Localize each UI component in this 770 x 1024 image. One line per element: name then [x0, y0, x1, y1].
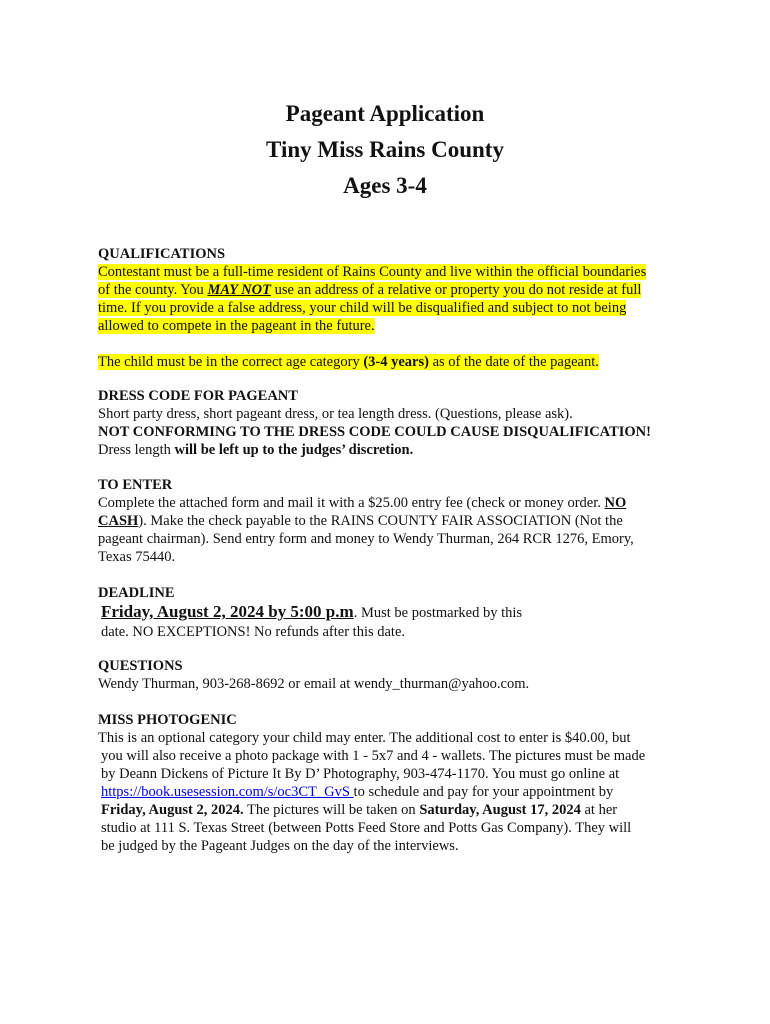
- judges-discretion: will be left up to the judges’ discretion.: [174, 442, 414, 458]
- photo-session-date: Saturday, August 17, 2024: [419, 802, 581, 818]
- deadline-date: Friday, August 2, 2024 by 5:00 p.m: [101, 602, 354, 621]
- photogenic-text: The pictures will be taken on: [243, 802, 420, 818]
- dress-code-warning: NOT CONFORMING TO THE DRESS CODE COULD CAUSE DISQUALIFICATION!: [98, 424, 651, 440]
- to-enter-section: [98, 476, 688, 566]
- dress-code-text: Short party dress, short pageant dress, or tea length dress. (Questions, please ask).: [98, 406, 573, 422]
- photogenic-text: This is an optional category your child may enter. The additional cost to enter is $40.00, but: [98, 730, 631, 746]
- photogenic-text: studio at 111 S. Texas Street (between Potts Feed Store and Potts Gas Company). They will: [101, 820, 632, 836]
- photogenic-text: by Deann Dickens of Picture It By D’ Photography, 903-474-1170. You must go online at: [101, 766, 620, 782]
- qualifications-section: [98, 245, 688, 371]
- photogenic-text: you will also receive a photo package with 1 - 5x7 and 4 - wallets. The pictures must be made: [101, 748, 646, 764]
- age-requirement-text: The child must be in the correct age category: [98, 354, 364, 370]
- title-line-3: Ages 3-4: [343, 173, 427, 198]
- photogenic-section: [98, 711, 688, 855]
- questions-heading: QUESTIONS: [98, 658, 183, 674]
- questions-section: [98, 657, 688, 693]
- qualifications-heading: QUALIFICATIONS: [98, 246, 226, 262]
- no-cash-emphasis: CASH: [98, 513, 139, 529]
- qualifications-text: of the county. You: [98, 282, 208, 298]
- deadline-text: date. NO EXCEPTIONS! No refunds after this date.: [101, 624, 406, 640]
- dress-code-text: Dress length: [98, 442, 175, 458]
- qualifications-text: time. If you provide a false address, your child will be disqualified and subject to not being: [98, 300, 627, 316]
- photogenic-text: to schedule and pay for your appointment by: [353, 784, 614, 800]
- title-line-1: Pageant Application: [285, 101, 485, 126]
- to-enter-text: pageant chairman). Send entry form and money to Wendy Thurman, 264 RCR 1276, Emory,: [98, 531, 634, 547]
- qualifications-text: use an address of a relative or property you do not reside at full: [270, 282, 642, 298]
- may-not-emphasis: MAY NOT: [207, 282, 271, 298]
- dress-code-heading: DRESS CODE FOR PAGEANT: [98, 388, 298, 404]
- deadline-text: . Must be postmarked by this: [353, 605, 523, 621]
- age-range: (3-4 years): [363, 354, 429, 370]
- photogenic-heading: MISS PHOTOGENIC: [98, 712, 237, 728]
- contact-text: Wendy Thurman, 903-268-8692 or email at wendy_thurman@yahoo.com.: [98, 676, 530, 692]
- to-enter-text: Complete the attached form and mail it with a $25.00 entry fee (check or money order.: [98, 495, 605, 511]
- no-cash-emphasis: NO: [604, 495, 627, 511]
- photogenic-text: be judged by the Pageant Judges on the day of the interviews.: [101, 838, 459, 854]
- booking-link[interactable]: https://book.usesession.com/s/oc3CT_GvS: [101, 784, 354, 800]
- to-enter-text: Texas 75440.: [98, 549, 176, 565]
- deadline-heading: DEADLINE: [98, 585, 175, 601]
- qualifications-text: allowed to compete in the pageant in the future.: [98, 318, 375, 334]
- to-enter-heading: TO ENTER: [98, 477, 173, 493]
- age-requirement-text: as of the date of the pageant.: [428, 354, 599, 370]
- photo-deadline-date: Friday, August 2, 2024.: [101, 802, 244, 818]
- to-enter-text: ). Make the check payable to the RAINS COUNTY FAIR ASSOCIATION (Not the: [138, 513, 623, 529]
- title-line-2: Tiny Miss Rains County: [266, 137, 504, 162]
- dress-code-section: [98, 387, 688, 459]
- deadline-section: [98, 584, 688, 641]
- photogenic-text: at her: [580, 802, 618, 818]
- qualifications-text: Contestant must be a full-time resident of Rains County and live within the official boundaries: [98, 264, 647, 280]
